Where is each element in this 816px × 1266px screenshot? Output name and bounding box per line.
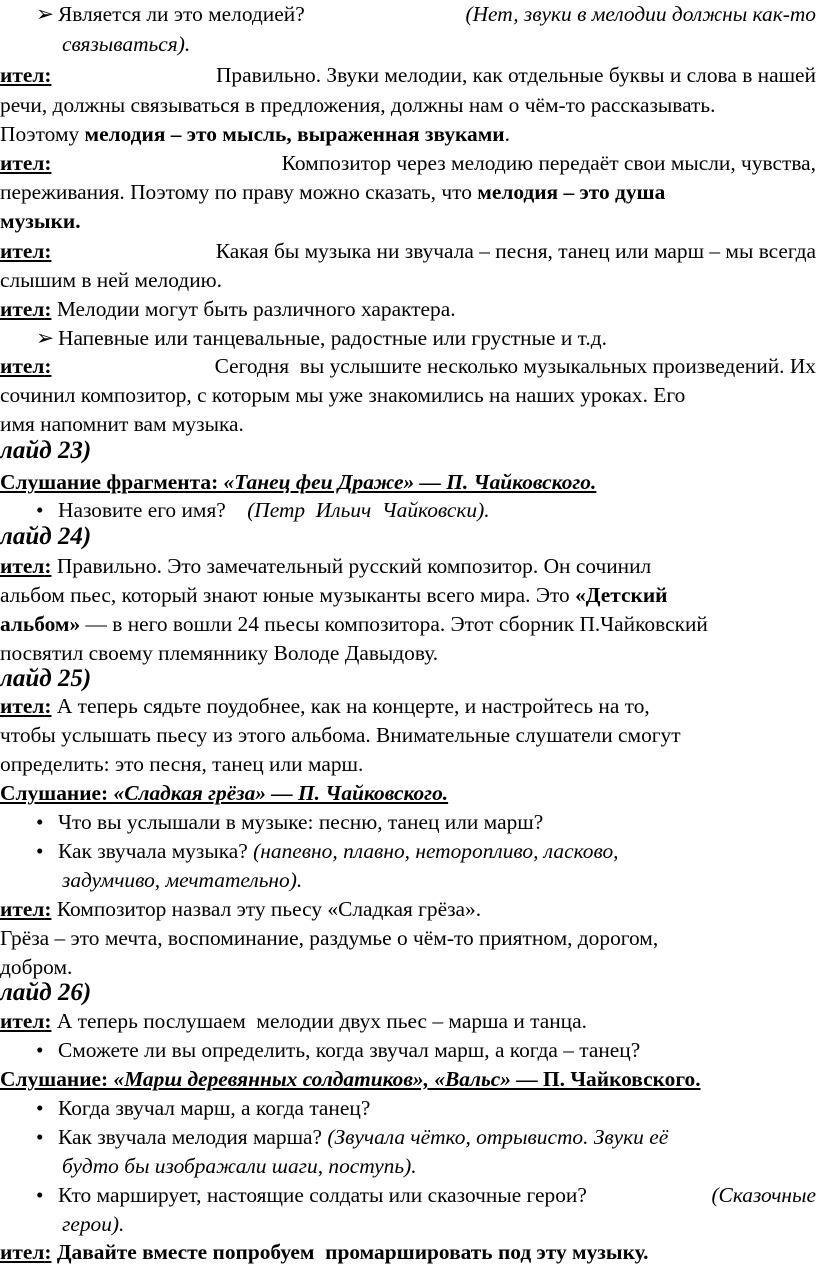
- slide-heading: лайд 25): [0, 665, 92, 692]
- slide-heading: лайд 26): [0, 979, 92, 1006]
- paragraph-line: посвятил своему племяннику Володе Давыдову.: [0, 641, 439, 665]
- list-item: • Кто марширует, настоящие солдаты или сказочные герои? (Сказочные: [36, 1181, 816, 1210]
- paragraph-line: музыки.: [0, 209, 81, 233]
- listening-heading: Слушание: «Сладкая грёза» — П. Чайковского.: [0, 781, 449, 805]
- list-item: • Что вы услышали в музыке: песню, танец или марш?: [36, 808, 543, 837]
- list-item: • Как звучала мелодия марша? (Звучала чётко, отрывисто. Звуки её: [36, 1123, 668, 1152]
- listening-heading: Слушание: «Марш деревянных солдатиков», «Вальс» — П. Чайковского.: [0, 1067, 701, 1091]
- speaker-label: ител:: [0, 554, 52, 578]
- arrow-bullet-icon: ➢: [36, 2, 54, 26]
- paragraph-line: переживания. Поэтому по праву можно сказать, что мелодия – это душа: [0, 180, 666, 204]
- definition-text: мелодия – это мысль, выраженная звуками: [84, 122, 505, 146]
- bullet-icon: •: [36, 498, 44, 522]
- paragraph-line: альбом пьес, который знают юные музыканты всего мира. Это «Детский: [0, 583, 668, 607]
- paragraph-text: Какая бы музыка ни звучала – песня, танец или марш – мы всегда: [215, 239, 816, 263]
- paragraph-line: Поэтому мелодия – это мысль, выраженная звуками.: [0, 122, 510, 146]
- paragraph-line: [0, 149, 816, 178]
- list-item: • Как звучала музыка? (напевно, плавно, неторопливо, ласково,: [36, 837, 619, 866]
- paragraph-line: добром.: [0, 955, 73, 979]
- paragraph-line: [0, 352, 816, 381]
- list-item: ➢ Напевные или танцевальные, радостные или грустные и т.д.: [36, 324, 607, 353]
- paragraph-line: [0, 61, 816, 90]
- list-item-continuation: задумчиво, мечтательно).: [62, 868, 303, 892]
- answer-text: (Нет, звуки в мелодии должны как-то: [465, 2, 816, 26]
- question-line: [36, 0, 816, 29]
- list-item-continuation: герои).: [62, 1212, 125, 1236]
- bullet-icon: •: [36, 1125, 44, 1149]
- bullet-icon: •: [36, 1096, 44, 1120]
- bullet-icon: •: [36, 1183, 44, 1207]
- paragraph-text: Сегодня вы услышите несколько музыкальных произведений. Их: [214, 354, 816, 378]
- paragraph-line: определить: это песня, танец или марш.: [0, 752, 364, 776]
- answer-continuation: связываться).: [62, 32, 191, 56]
- speaker-label: ител:: [0, 354, 52, 378]
- slide-heading: лайд 24): [0, 523, 92, 550]
- list-item-continuation: будто бы изображали шаги, поступь).: [62, 1154, 417, 1178]
- paragraph-line: сочинил композитор, с которым мы уже знакомились на наших уроках. Его: [0, 383, 686, 407]
- paragraph-line: альбом» — в него вошли 24 пьесы композитора. Этот сборник П.Чайковский: [0, 612, 708, 636]
- bullet-icon: •: [36, 810, 44, 834]
- arrow-bullet-icon: ➢: [36, 326, 54, 350]
- definition-text: мелодия – это душа: [477, 180, 666, 204]
- speaker-label: ител:: [0, 897, 52, 921]
- paragraph-line: имя напомнит вам музыка.: [0, 412, 244, 436]
- paragraph-text: Композитор через мелодию передаёт свои мысли, чувства,: [281, 151, 816, 175]
- paragraph-line: ител: А теперь сядьте поудобнее, как на концерте, и настройтесь на то,: [0, 694, 650, 718]
- speaker-label: ител:: [0, 1009, 52, 1033]
- list-item: • Сможете ли вы определить, когда звучал марш, а когда – танец?: [36, 1036, 640, 1065]
- paragraph-line: ител: Правильно. Это замечательный русский композитор. Он сочинил: [0, 554, 652, 578]
- paragraph-line: ител: Мелодии могут быть различного характера.: [0, 297, 456, 321]
- paragraph-line: чтобы услышать пьесу из этого альбома. Внимательные слушатели смогут: [0, 723, 681, 747]
- paragraph-line: слышим в ней мелодию.: [0, 268, 222, 292]
- speaker-label: ител:: [0, 63, 52, 87]
- list-item: • Когда звучал марш, а когда танец?: [36, 1094, 370, 1123]
- paragraph-line: ител: Композитор назвал эту пьесу «Сладкая грёза».: [0, 897, 482, 921]
- listening-heading: Слушание фрагмента: «Танец феи Драже» — П. Чайковского.: [0, 470, 597, 494]
- paragraph-line: ител: А теперь послушаем мелодии двух пьес – марша и танца.: [0, 1009, 587, 1033]
- speaker-label: ител:: [0, 1240, 52, 1264]
- paragraph-line: Грёза – это мечта, воспоминание, раздумье о чём-то приятном, дорогом,: [0, 926, 659, 950]
- list-item: • Назовите его имя? (Петр Ильич Чайковски).: [36, 496, 490, 525]
- question-text: Является ли это мелодией?: [58, 2, 305, 26]
- paragraph-line: ител: Давайте вместе попробуем промаршировать под эту музыку.: [0, 1240, 649, 1264]
- paragraph-line: речи, должны связываться в предложения, должны нам о чём-то рассказывать.: [0, 93, 716, 117]
- paragraph-line: [0, 237, 816, 266]
- speaker-label: ител:: [0, 239, 52, 263]
- speaker-label: ител:: [0, 151, 52, 175]
- speaker-label: ител:: [0, 297, 52, 321]
- bullet-icon: •: [36, 1038, 44, 1062]
- paragraph-text: Правильно. Звуки мелодии, как отдельные буквы и слова в нашей: [215, 63, 816, 87]
- speaker-label: ител:: [0, 694, 52, 718]
- bullet-icon: •: [36, 839, 44, 863]
- slide-heading: лайд 23): [0, 437, 92, 464]
